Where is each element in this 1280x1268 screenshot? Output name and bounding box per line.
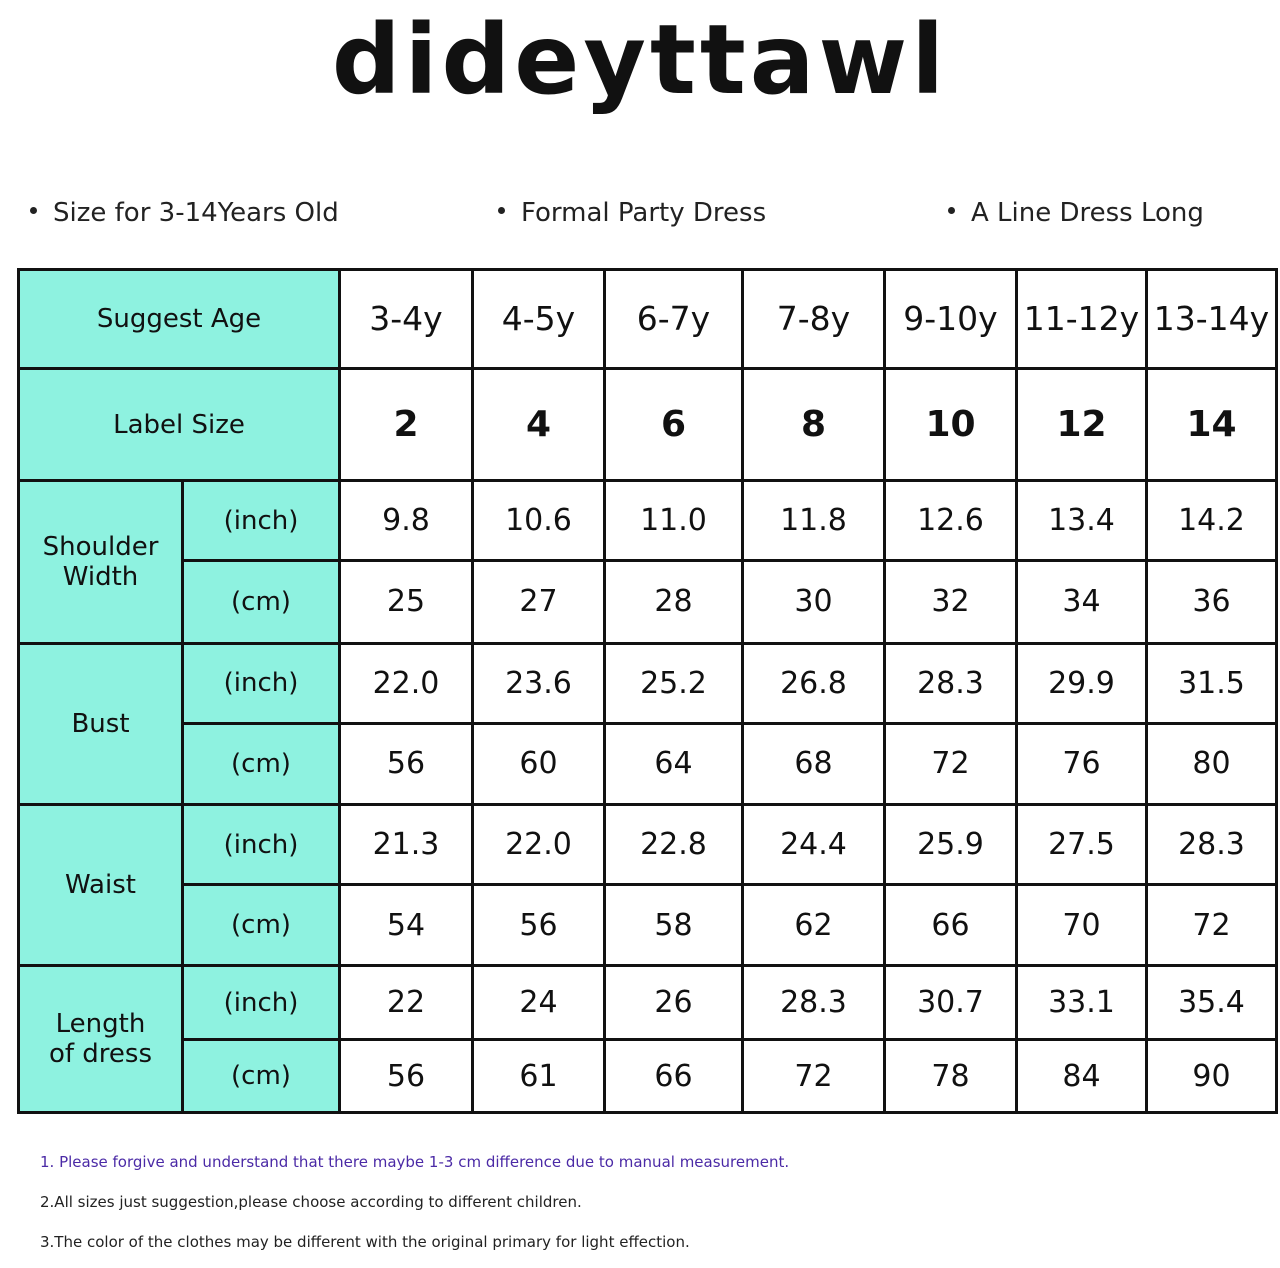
label-size-cell: 14 [1147,368,1277,481]
label-size-cell: 4 [473,368,605,481]
bullet-item [948,198,1204,228]
age-row [19,270,1277,369]
measurement-name-line: Waist [65,869,136,900]
value-cell: 14.2 [1147,481,1277,561]
value-cell: 30.7 [885,965,1017,1040]
value-cell: 9.8 [340,481,473,561]
value-cell: 28.3 [885,643,1017,724]
value-cell: 61 [473,1040,605,1113]
measurement-row [19,643,1277,724]
value-cell: 11.0 [605,481,743,561]
age-cell: 6-7y [605,270,743,369]
measurement-row [19,1040,1277,1113]
value-cell: 22.8 [605,804,743,885]
value-cell: 26 [605,965,743,1040]
age-cell: 11-12y [1017,270,1147,369]
unit-label: (inch) [183,965,340,1040]
measurement-row [19,965,1277,1040]
note-2: 2.All sizes just suggestion,please choose according to different children. [40,1193,582,1211]
measurement-name [19,481,183,643]
value-cell: 56 [340,1040,473,1113]
age-cell: 3-4y [340,270,473,369]
value-cell: 66 [885,885,1017,966]
value-cell: 72 [1147,885,1277,966]
value-cell: 72 [743,1040,885,1113]
value-cell: 80 [1147,724,1277,805]
value-cell: 26.8 [743,643,885,724]
bullet-text: Formal Party Dress [521,198,767,228]
suggest-age-header: Suggest Age [19,270,340,369]
age-cell: 13-14y [1147,270,1277,369]
measurement-name [19,643,183,804]
brand-logo [0,0,1280,130]
note-1: 1. Please forgive and understand that there maybe 1-3 cm difference due to manual measurement. [40,1153,790,1171]
value-cell: 25.9 [885,804,1017,885]
value-cell: 60 [473,724,605,805]
label-size-cell: 8 [743,368,885,481]
value-cell: 13.4 [1017,481,1147,561]
age-cell: 7-8y [743,270,885,369]
value-cell: 32 [885,561,1017,644]
bullet-dot-icon [30,207,37,214]
note-3: 3.The color of the clothes may be different with the original primary for light effection. [40,1233,690,1251]
value-cell: 31.5 [1147,643,1277,724]
measurement-name-line: Length [55,1008,146,1039]
age-cell: 4-5y [473,270,605,369]
feature-bullets [0,198,1280,242]
label-size-cell: 6 [605,368,743,481]
size-chart-table [17,268,1278,1114]
bullet-text: A Line Dress Long [971,198,1204,228]
brand-name: dideyttawl [331,4,949,116]
value-cell: 29.9 [1017,643,1147,724]
value-cell: 33.1 [1017,965,1147,1040]
measurement-row [19,885,1277,966]
label-size-header: Label Size [19,368,340,481]
value-cell: 28.3 [743,965,885,1040]
value-cell: 36 [1147,561,1277,644]
value-cell: 24 [473,965,605,1040]
value-cell: 25.2 [605,643,743,724]
value-cell: 90 [1147,1040,1277,1113]
measurement-name [19,804,183,965]
notes [40,1148,1260,1268]
value-cell: 23.6 [473,643,605,724]
value-cell: 84 [1017,1040,1147,1113]
measurement-row [19,481,1277,561]
value-cell: 27.5 [1017,804,1147,885]
bullet-item [30,198,339,228]
value-cell: 56 [473,885,605,966]
value-cell: 34 [1017,561,1147,644]
value-cell: 27 [473,561,605,644]
value-cell: 72 [885,724,1017,805]
value-cell: 78 [885,1040,1017,1113]
value-cell: 21.3 [340,804,473,885]
bullet-dot-icon [948,207,955,214]
value-cell: 24.4 [743,804,885,885]
value-cell: 58 [605,885,743,966]
value-cell: 54 [340,885,473,966]
measurement-name-line: of dress [48,1038,153,1069]
value-cell: 56 [340,724,473,805]
value-cell: 76 [1017,724,1147,805]
value-cell: 10.6 [473,481,605,561]
value-cell: 22.0 [340,643,473,724]
value-cell: 22.0 [473,804,605,885]
measurement-name-line: Bust [71,708,130,739]
value-cell: 22 [340,965,473,1040]
unit-label: (inch) [183,643,340,724]
value-cell: 25 [340,561,473,644]
unit-label: (cm) [183,1040,340,1113]
value-cell: 30 [743,561,885,644]
unit-label: (inch) [183,481,340,561]
age-cell: 9-10y [885,270,1017,369]
measurement-name [19,965,183,1112]
value-cell: 12.6 [885,481,1017,561]
label-size-cell: 12 [1017,368,1147,481]
value-cell: 62 [743,885,885,966]
bullet-item [498,198,766,228]
measurement-row [19,724,1277,805]
value-cell: 64 [605,724,743,805]
label-size-row [19,368,1277,481]
value-cell: 35.4 [1147,965,1277,1040]
measurement-row [19,561,1277,644]
measurement-name-line: Width [62,562,139,593]
unit-label: (cm) [183,885,340,966]
value-cell: 70 [1017,885,1147,966]
unit-label: (inch) [183,804,340,885]
label-size-cell: 2 [340,368,473,481]
bullet-dot-icon [498,207,505,214]
unit-label: (cm) [183,561,340,644]
value-cell: 28 [605,561,743,644]
measurement-name-line: Shoulder [42,532,159,563]
value-cell: 28.3 [1147,804,1277,885]
value-cell: 66 [605,1040,743,1113]
measurement-row [19,804,1277,885]
unit-label: (cm) [183,724,340,805]
label-size-cell: 10 [885,368,1017,481]
value-cell: 68 [743,724,885,805]
bullet-text: Size for 3-14Years Old [53,198,339,228]
value-cell: 11.8 [743,481,885,561]
